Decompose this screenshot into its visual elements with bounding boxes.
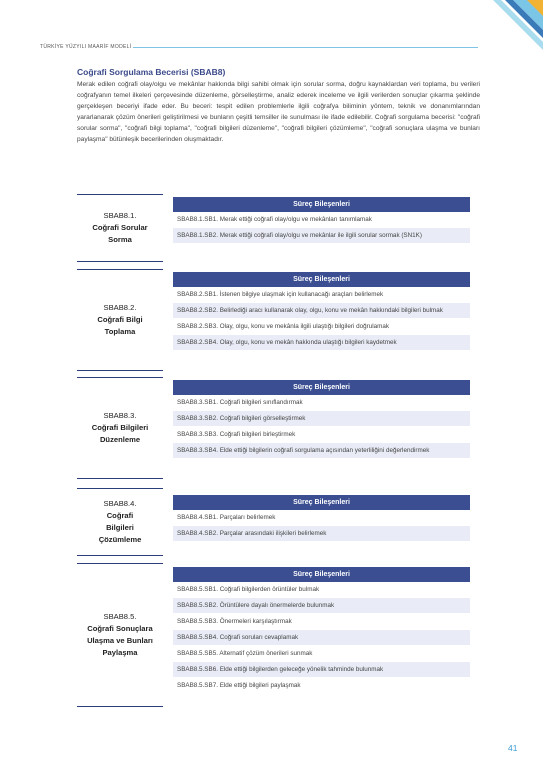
table-header: Süreç Bileşenleri [173, 272, 470, 287]
skill-label-box [77, 269, 163, 371]
table-row: SBAB8.5.SB7. Elde ettiği bilgileri paylaşmak [173, 678, 470, 694]
table-row: SBAB8.2.SB2. Belirlediği aracı kullanarak olay, olgu, konu ve mekân hakkındaki bilgileri bulmak [173, 303, 470, 319]
section-paragraph: Merak edilen coğrafi olay/olgu ve mekânlar hakkında bilgi sahibi olmak için sorular sorma, doğru kaynaklardan veri toplama, bu verileri coğrafyanın temel ilkeleri çerçevesinde düzenleme, görselleştirme, analiz ederek inceleme ve ilgili verilerden sonuçlar çıkarma şeklinde gerçekleşen beceriyi ifade eder. Bu beceri: tespit edilen problemlerle ilgili coğrafya biliminin yöntem, teknik ve donanımlarından yararlanarak çözüm önerileri geliştirilmesi ve bunların çeşitli temsiller ile sunulması ile ifade edilebilir. Coğrafi sorgulama becerisi: "coğrafi sorular sorma", "coğrafi bilgi toplama", "coğrafi bilgileri düzenleme", "coğrafi bilgileri çözümleme", "coğrafi sonuçlara ulaşma ve bunları paylaşma" bütünleşik becerilerinden oluşmaktadır. [77, 81, 480, 143]
skill-name: Coğrafi Sorular Sorma [92, 223, 148, 244]
skill-label-box [77, 194, 163, 262]
components-table [173, 272, 470, 351]
table-row: SBAB8.5.SB6. Elde ettiği bilgilerden geleceğe yönelik tahminde bulunmak [173, 662, 470, 678]
components-table [173, 380, 470, 459]
skill-code: SBAB8.1. [103, 211, 137, 220]
table-row: SBAB8.1.SB1. Merak ettiği coğrafi olay/olgu ve mekânları tanımlamak [173, 212, 470, 228]
table-row: SBAB8.2.SB1. İstenen bilgiye ulaşmak için kullanacağı araçları belirlemek [173, 287, 470, 303]
page-number: 41 [508, 743, 518, 753]
header-divider [133, 47, 478, 48]
components-table [173, 567, 470, 694]
corner-decoration [483, 0, 543, 60]
table-row: SBAB8.5.SB2. Örüntülere dayalı önermelerde bulunmak [173, 598, 470, 614]
skill-code: SBAB8.2. [103, 303, 137, 312]
table-row: SBAB8.1.SB2. Merak ettiği coğrafi olay/olgu ve mekânlar ile ilgili sorular sormak (SN1K) [173, 228, 470, 244]
table-row: SBAB8.3.SB4. Elde ettiği bilgilerin coğrafi sorgulama açısından yeterliliğini değerlendirmek [173, 443, 470, 459]
table-row: SBAB8.3.SB2. Coğrafi bilgileri görselleştirmek [173, 411, 470, 427]
skill-name: Coğrafi Bilgi Toplama [97, 315, 143, 336]
components-table [173, 495, 470, 542]
table-header: Süreç Bileşenleri [173, 495, 470, 510]
table-header: Süreç Bileşenleri [173, 567, 470, 582]
table-row: SBAB8.4.SB2. Parçalar arasındaki ilişkileri belirlemek [173, 526, 470, 542]
table-row: SBAB8.5.SB3. Önermeleri karşılaştırmak [173, 614, 470, 630]
skill-name: Coğrafi Sonuçlara Ulaşma ve Bunları Paylaşma [87, 624, 153, 657]
skill-name: Coğrafi Bilgileri Düzenleme [91, 423, 149, 444]
skill-name: Coğrafi Bilgileri Çözümleme [98, 511, 142, 544]
skill-label-box [77, 488, 163, 556]
table-row: SBAB8.3.SB3. Coğrafi bilgileri birleştirmek [173, 427, 470, 443]
skill-code: SBAB8.5. [103, 612, 137, 621]
skill-label-box [77, 563, 163, 707]
components-table [173, 197, 470, 244]
table-row: SBAB8.5.SB1. Coğrafi bilgilerden örüntüler bulmak [173, 582, 470, 598]
table-row: SBAB8.4.SB1. Parçaları belirlemek [173, 510, 470, 526]
section-title: Coğrafi Sorgulama Becerisi (SBAB8) [77, 67, 226, 77]
table-row: SBAB8.5.SB5. Alternatif çözüm önerileri sunmak [173, 646, 470, 662]
table-row: SBAB8.2.SB4. Olay, olgu, konu ve mekân hakkında ulaştığı bilgileri kaydetmek [173, 335, 470, 351]
skill-code: SBAB8.4. [103, 499, 137, 508]
table-header: Süreç Bileşenleri [173, 197, 470, 212]
skill-label-box [77, 377, 163, 479]
table-header: Süreç Bileşenleri [173, 380, 470, 395]
table-row: SBAB8.2.SB3. Olay, olgu, konu ve mekânla ilgili ulaştığı bilgileri doğrulamak [173, 319, 470, 335]
header-model-text: TÜRKİYE YÜZYILI MAARİF MODELİ [40, 44, 132, 50]
table-row: SBAB8.5.SB4. Coğrafi soruları cevaplamak [173, 630, 470, 646]
skill-code: SBAB8.3. [103, 411, 137, 420]
table-row: SBAB8.3.SB1. Coğrafi bilgileri sınıflandırmak [173, 395, 470, 411]
